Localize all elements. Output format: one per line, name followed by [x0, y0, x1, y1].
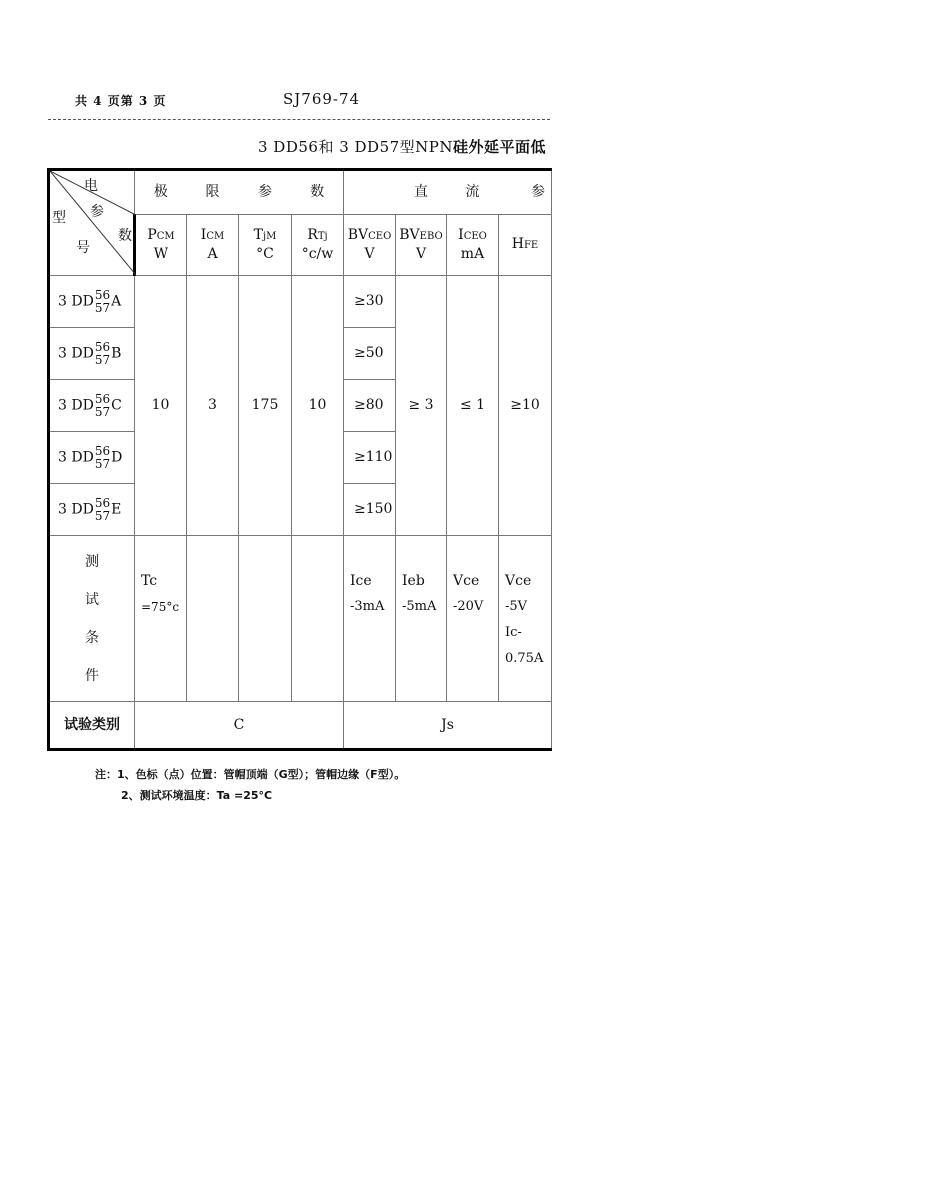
group-limit-4: 数: [292, 170, 344, 215]
value-iceo: ≤ 1: [447, 276, 499, 536]
condition-hfe: Vce -5V Ic- 0.75A: [499, 536, 552, 702]
condition-tjm: [239, 536, 292, 702]
value-bvebo: ≥ 3: [396, 276, 447, 536]
corner-model: 型: [52, 210, 66, 226]
group-limit-2: 限: [187, 170, 239, 215]
page-info: 共 4 页第 3 页: [75, 94, 167, 108]
value-hfe: ≥10: [499, 276, 552, 536]
col-pcm: PCM W: [135, 214, 187, 275]
notes: [95, 764, 405, 806]
condition-bvceo: Ice -3mA: [344, 536, 396, 702]
group-dc-2: 直: [396, 170, 447, 215]
value-icm: 3: [187, 276, 239, 536]
group-dc-3: 流: [447, 170, 499, 215]
group-limit-1: 极: [135, 170, 187, 215]
corner-dian: 电: [84, 178, 98, 194]
model-row-a: [49, 276, 552, 328]
test-category-row: [49, 702, 552, 750]
table-title-bold: 硅外延平面低: [453, 138, 547, 156]
corner-num: 数: [118, 228, 132, 244]
model-a: 3 DD 56 57 A: [49, 276, 135, 328]
note-2: 2、测试环境温度：Ta =25°C: [121, 789, 273, 802]
group-header-row: [49, 170, 552, 215]
condition-iceo: Vce -20V: [447, 536, 499, 702]
conditions-label: 测 试 条 件: [49, 536, 135, 702]
category-limit: C: [135, 702, 344, 750]
table-title: [258, 136, 546, 157]
model-b: 3 DD 56 57 B: [49, 328, 135, 380]
col-rtj: RTj °c/w: [292, 214, 344, 275]
corner-param: 参: [90, 204, 104, 220]
spec-table: [47, 168, 552, 751]
col-icm: ICM A: [187, 214, 239, 275]
col-iceo: ICEO mA: [447, 214, 499, 275]
group-limit-3: 参: [239, 170, 292, 215]
value-bvceo-b: ≥50: [344, 328, 396, 380]
category-label: 试验类别: [49, 702, 135, 750]
corner-cell: [49, 170, 135, 276]
header-rule: [48, 119, 550, 120]
col-bvceo: BVCEO V: [344, 214, 396, 275]
col-bvebo: BVEBO V: [396, 214, 447, 275]
value-bvceo-a: ≥30: [344, 276, 396, 328]
note-1: 注：1、色标（点）位置：管帽顶端（G型）；管帽边缘（F型）。: [95, 768, 406, 781]
test-conditions-row: [49, 536, 552, 702]
value-bvceo-e: ≥150: [344, 484, 396, 536]
value-rtj: 10: [292, 276, 344, 536]
group-dc-1: [344, 170, 396, 215]
corner-hao: 号: [76, 240, 90, 256]
condition-rtj: [292, 536, 344, 702]
value-tjm: 175: [239, 276, 292, 536]
col-hfe: HFE: [499, 214, 552, 275]
condition-pcm: Tc =75°c: [135, 536, 187, 702]
value-pcm: 10: [135, 276, 187, 536]
category-dc: Js: [344, 702, 552, 750]
model-e: 3 DD 56 57 E: [49, 484, 135, 536]
col-tjm: TjM °C: [239, 214, 292, 275]
value-bvceo-c: ≥80: [344, 380, 396, 432]
table-title-prefix: 3 DD56和 3 DD57型NPN: [258, 138, 454, 156]
model-c: 3 DD 56 57 C: [49, 380, 135, 432]
document-code: SJ769-74: [283, 90, 361, 108]
group-dc-4: 参: [499, 170, 552, 215]
model-d: 3 DD 56 57 D: [49, 432, 135, 484]
condition-bvebo: Ieb -5mA: [396, 536, 447, 702]
condition-icm: [187, 536, 239, 702]
value-bvceo-d: ≥110: [344, 432, 396, 484]
